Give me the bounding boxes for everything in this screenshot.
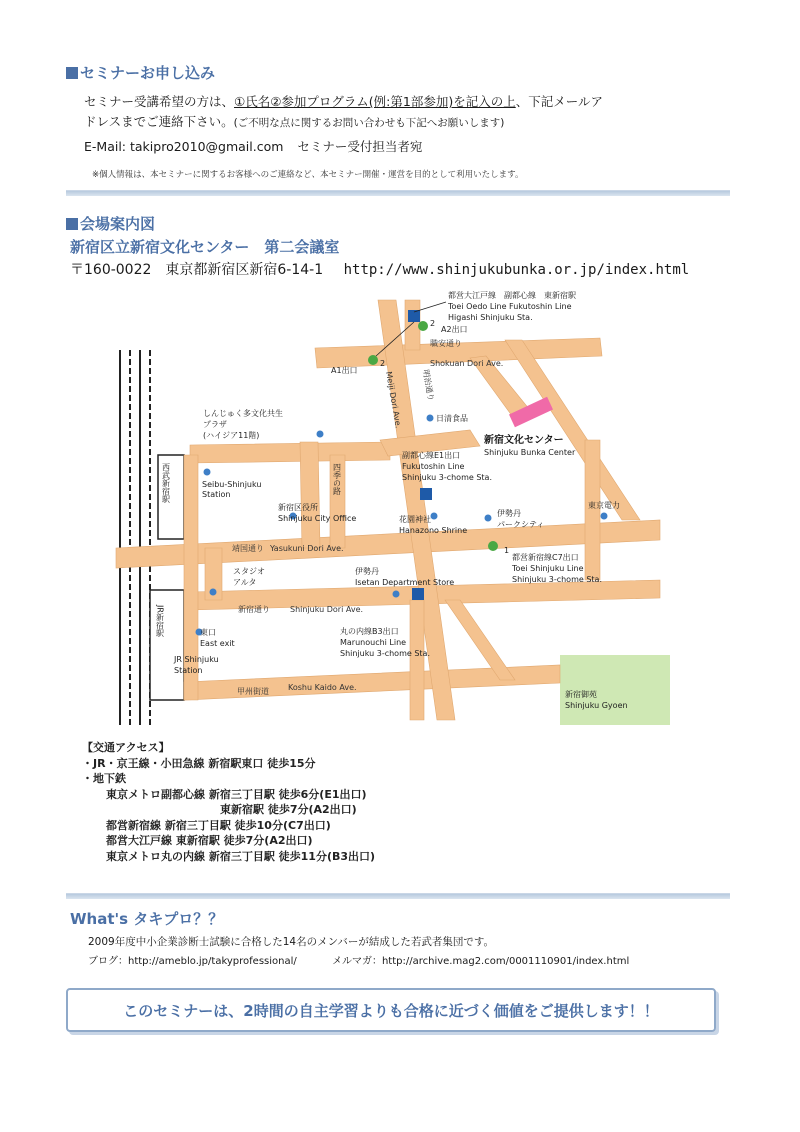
landmark-dot-icon: [204, 469, 211, 476]
map-label-c7-1: 都営新宿線C7出口: [512, 553, 579, 562]
map-label-gyoen-jp: 新宿御苑: [565, 690, 597, 699]
map-label-maru-3: Shinjuku 3-chome Sta.: [340, 649, 430, 658]
map-label-isetan-en: Isetan Department Store: [355, 578, 455, 587]
map-label-shokuan-jp: 職安通り: [430, 339, 462, 348]
map-label-hanazono-jp: 花園神社: [399, 515, 431, 524]
map-label-yasukuni-jp: 靖国通り: [232, 544, 264, 553]
venue-address: 〒160-0022 東京都新宿区新宿6-14-1: [70, 262, 324, 278]
map-label-fuku-3: Shinjuku 3-chome Sta.: [402, 473, 492, 482]
map-label-hygeia-2: プラザ: [203, 420, 227, 429]
email-address[interactable]: takipro2010@gmail.com: [130, 139, 284, 154]
map-label-seibu-en2: Station: [202, 490, 231, 499]
map-label-num1: 1: [504, 546, 510, 555]
map-label-alta-1: スタジオ: [233, 567, 265, 576]
metro-station-icon: [412, 588, 424, 600]
section-divider: [66, 190, 730, 196]
instr-text-a: セミナー受講希望の方は、: [84, 94, 235, 109]
email-recipient: セミナー受付担当者宛: [297, 139, 423, 154]
map-label-shiki: 四季の路: [332, 463, 342, 495]
instr-note: (ご不明な点に関するお問い合わせも下記へお願いします): [233, 117, 505, 129]
map-label-meiji-en: Meiji Dori Ave.: [384, 370, 403, 429]
map-label-alta-2: アルタ: [233, 578, 257, 587]
blog-label: ブログ：: [88, 956, 128, 967]
map-label-fuku-1: 副都心線E1出口: [402, 451, 461, 460]
landmark-dot-icon: [485, 515, 492, 522]
map-label-meiji-jp: 明治通り: [421, 368, 436, 402]
access-line-toei-shinjuku: 都営新宿線 新宿三丁目駅 徒歩10分(C7出口): [106, 818, 331, 832]
access-line-oedo: 都営大江戸線 東新宿駅 徒歩7分(A2出口): [106, 834, 313, 847]
map-label-hygeia-3: (ハイジア11階): [203, 431, 260, 440]
map-label-fuku-2: Fukutoshin Line: [402, 462, 465, 471]
map-label-maru-1: 丸の内線B3出口: [340, 627, 399, 636]
map-label-jr-en-2: Station: [174, 666, 203, 675]
map-label-num2b: 2: [430, 319, 436, 328]
instr-underlined: ①氏名②参加プログラム(例:第1部参加)を記入の上: [234, 94, 516, 109]
seminar-section-title: [66, 62, 215, 83]
map-label-cityoffice-jp: 新宿区役所: [278, 503, 318, 512]
email-label: E-Mail:: [84, 139, 127, 154]
map-label-oedo: 都営大江戸線 副都心線 東新宿駅: [448, 291, 576, 300]
map-label-a2: A2出口: [441, 325, 468, 334]
seminar-title-text: セミナーお申し込み: [80, 64, 216, 82]
metro-station-icon: [420, 488, 432, 500]
section-marker-icon: [66, 218, 78, 230]
landmark-dot-icon: [431, 513, 438, 520]
section-marker-icon: [66, 67, 78, 79]
map-label-c7-3: Shinjuku 3-chome Sta.: [512, 575, 602, 584]
landmark-dot-icon: [210, 589, 217, 596]
map-label-bunka-en: Shinjuku Bunka Center: [484, 448, 576, 457]
whats-description: 2009年度中小企業診断士試験に合格した14名のメンバーが結成した若武者集団です。: [88, 936, 495, 948]
exit-a2-icon: [418, 321, 428, 331]
map-label-tokyo-denryoku: 東京電力: [588, 501, 620, 510]
map-label-maru-2: Marunouchi Line: [340, 638, 407, 647]
map-label-shokuan-en: Shokuan Dori Ave.: [430, 359, 504, 368]
map-label-oedo-en: Toei Oedo Line Fukutoshin Line: [448, 302, 572, 311]
landmark-dot-icon: [601, 513, 608, 520]
map-label-hygeia-1: しんじゅく多文化共生: [203, 409, 283, 418]
access-line-subway: ・地下鉄: [82, 772, 126, 785]
railway-tracks: [120, 350, 150, 725]
map-label-seibu-en1: Seibu-Shinjuku: [202, 480, 262, 489]
map-label-oedo-sta: Higashi Shinjuku Sta.: [448, 313, 533, 322]
map-label-isetan-park-1: 伊勢丹: [497, 509, 521, 518]
mag-link[interactable]: http://archive.mag2.com/0001110901/index.html: [381, 956, 630, 967]
map-label-nissin: 日清食品: [436, 414, 468, 423]
access-line-jr: ・JR・京王線・小田急線 新宿駅東口 徒歩15分: [82, 756, 316, 770]
map-label-seibu-jp: 西武新宿駅: [161, 463, 171, 503]
map-label-c7-2: Toei Shinjuku Line: [512, 564, 584, 573]
access-line-marunouchi: 東京メトロ丸の内線 新宿三丁目駅 徒歩11分(B3出口): [106, 849, 376, 863]
map-label-num2: 2: [380, 359, 386, 368]
closing-banner: [66, 988, 716, 1032]
landmark-dot-icon: [393, 591, 400, 598]
map-label-yasukuni-en: Yasukuni Dori Ave.: [270, 544, 344, 553]
venue-url[interactable]: http://www.shinjukubunka.or.jp/index.html: [343, 262, 690, 278]
map-label-jr-jp: JR新宿駅: [155, 605, 165, 637]
map-label-koshu-en: Koshu Kaido Ave.: [288, 683, 357, 692]
venue-map: [110, 286, 670, 726]
instr-text-c: ドレスまでご連絡下さい。: [84, 114, 234, 129]
section-divider: [66, 893, 730, 899]
map-label-isetan-park-2: パークシティ: [497, 520, 545, 529]
seminar-instructions: [84, 92, 744, 133]
exit-c7-icon: [488, 541, 498, 551]
closing-text: このセミナーは、2時間の自主学習よりも合格に近づく価値をご提供します！！: [123, 1001, 659, 1020]
venue-name: 新宿区立新宿文化センター 第二会議室: [70, 238, 340, 256]
venue-title-text: 会場案内図: [80, 215, 156, 233]
privacy-note: ※個人情報は、本セミナーに関するお客様へのご連絡など、本セミナー開催・運営を目的として利用いたします。: [92, 170, 524, 180]
venue-section-title: [66, 213, 155, 234]
map-label-cityoffice-en: Shinjuku City Office: [278, 514, 357, 523]
map-label-koshu-jp: 甲州街道: [237, 687, 269, 696]
landmark-dot-icon: [427, 415, 434, 422]
email-line: [84, 137, 422, 155]
map-label-east-1: 東口: [200, 628, 216, 637]
whats-title: What's タキプロ？？: [70, 910, 224, 928]
map-label-isetan-jp: 伊勢丹: [355, 567, 379, 576]
map-label-a1: A1出口: [331, 366, 358, 375]
map-label-shinjuku-dori-en: Shinjuku Dori Ave.: [290, 605, 364, 614]
whats-links: [88, 952, 629, 967]
venue-address-line: [70, 259, 689, 279]
access-line-fukutoshin: 東京メトロ副都心線 新宿三丁目駅 徒歩6分(E1出口): [106, 787, 367, 801]
mag-label: メルマガ：: [331, 956, 382, 967]
map-label-bunka-jp: 新宿文化センター: [484, 435, 564, 446]
map-label-east-2: East exit: [200, 639, 235, 648]
landmark-dot-icon: [317, 431, 324, 438]
map-label-gyoen-en: Shinjuku Gyoen: [565, 701, 628, 710]
access-line-higashi: 東新宿駅 徒歩7分(A2出口): [220, 803, 357, 816]
map-label-hanazono-en: Hanazono Shrine: [399, 526, 468, 535]
instr-text-b: 、下記メールア: [515, 94, 603, 109]
map-label-jr-en-1: JR Shinjuku: [174, 655, 219, 664]
map-label-shinjuku-dori-jp: 新宿通り: [238, 605, 270, 614]
exit-a1-icon: [368, 355, 378, 365]
blog-link[interactable]: http://ameblo.jp/takyprofessional/: [128, 956, 297, 967]
access-title: 【交通アクセス】: [82, 741, 170, 754]
access-info: [82, 740, 375, 864]
